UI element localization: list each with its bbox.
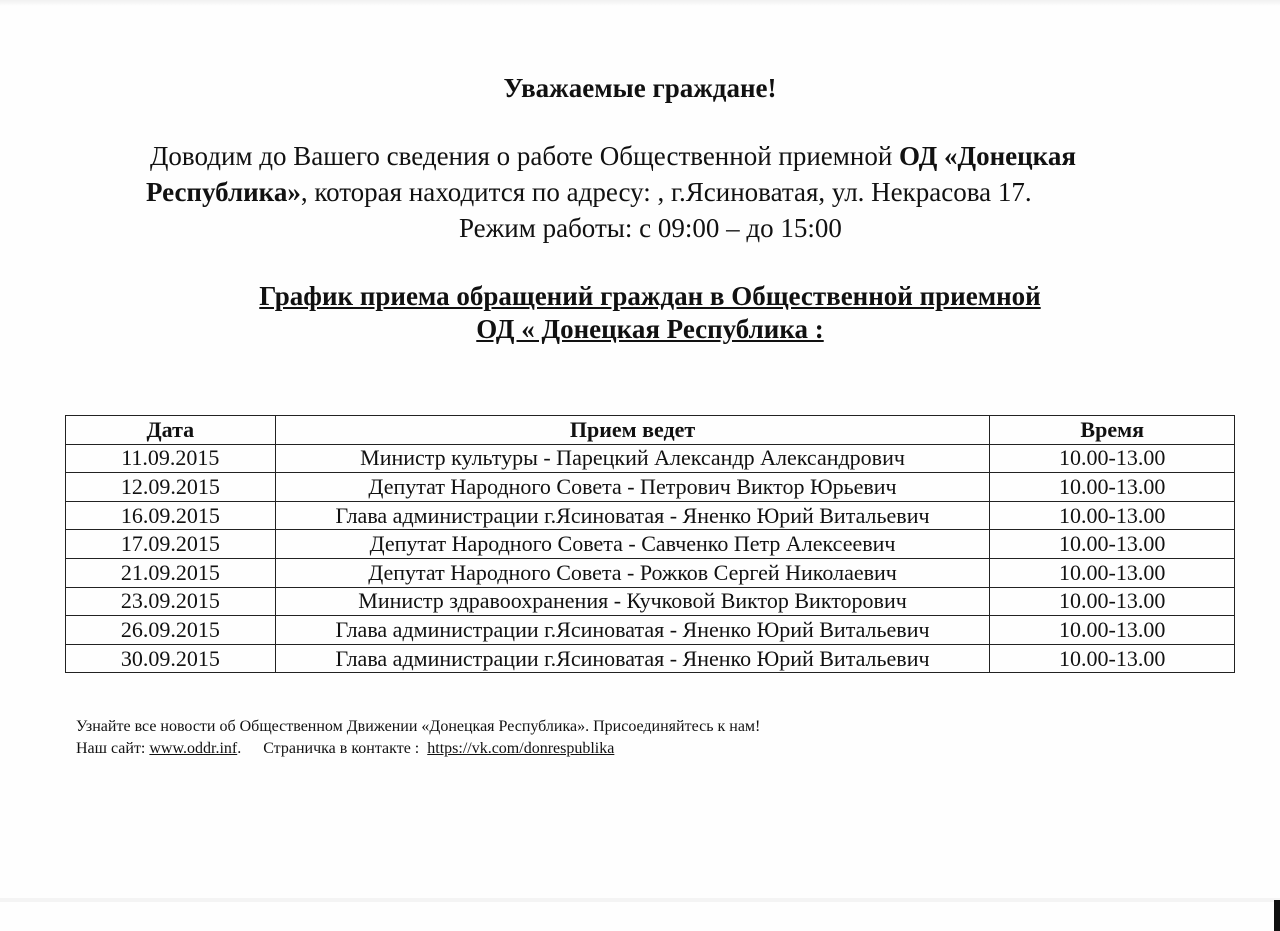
site-label: Наш сайт:	[76, 740, 150, 757]
intro-line-1-bold: ОД «Донецкая	[899, 141, 1076, 171]
schedule-table	[65, 415, 1235, 673]
schedule-title-line-1: График приема обращений граждан в Общественной приемной	[259, 281, 1041, 311]
cell-date: 11.09.2015	[66, 444, 276, 473]
cell-host: Министр здравоохранения - Кучковой Виктор Викторович	[275, 587, 990, 616]
cell-time: 10.00-13.00	[990, 644, 1235, 673]
table-header-row	[66, 416, 1235, 445]
table-row	[66, 616, 1235, 645]
site-link[interactable]: www.oddr.inf	[149, 740, 238, 757]
footer-info	[76, 716, 760, 760]
table-row	[66, 644, 1235, 673]
vk-link[interactable]: https://vk.com/donrespublika	[427, 740, 615, 757]
intro-line-1-text: Доводим до Вашего сведения о работе Общественной приемной	[150, 141, 900, 171]
schedule-title	[0, 280, 1280, 346]
header-host: Прием ведет	[275, 416, 990, 445]
cell-time: 10.00-13.00	[990, 587, 1235, 616]
intro-line-2	[146, 174, 1206, 210]
cell-date: 21.09.2015	[66, 558, 276, 587]
vk-label: Страничка в контакте :	[263, 740, 428, 757]
intro-line-1	[146, 138, 1206, 174]
table-row	[66, 444, 1235, 473]
scan-mark	[1274, 900, 1280, 931]
intro-paragraph	[146, 138, 1206, 246]
schedule-title-line-2: ОД « Донецкая Республика :	[476, 314, 824, 344]
table-row	[66, 473, 1235, 502]
cell-host: Депутат Народного Совета - Рожков Сергей Николаевич	[275, 558, 990, 587]
intro-line-2-bold: Республика»	[146, 177, 301, 207]
cell-host: Депутат Народного Совета - Петрович Виктор Юрьевич	[275, 473, 990, 502]
intro-line-2-text: , которая находится по адресу: , г.Ясиноватая, ул. Некрасова 17.	[300, 177, 1032, 207]
cell-time: 10.00-13.00	[990, 473, 1235, 502]
cell-date: 16.09.2015	[66, 501, 276, 530]
table-row	[66, 501, 1235, 530]
working-hours: Режим работы: с 09:00 – до 15:00	[459, 213, 842, 243]
table-row	[66, 587, 1235, 616]
cell-time: 10.00-13.00	[990, 501, 1235, 530]
header-date: Дата	[66, 416, 276, 445]
scan-edge-top	[0, 0, 1280, 6]
scan-edge-bottom	[0, 898, 1280, 902]
cell-host: Депутат Народного Совета - Савченко Петр Алексеевич	[275, 530, 990, 559]
cell-time: 10.00-13.00	[990, 530, 1235, 559]
greeting-heading: Уважаемые граждане!	[503, 73, 777, 103]
header-time: Время	[990, 416, 1235, 445]
cell-time: 10.00-13.00	[990, 444, 1235, 473]
cell-host: Глава администрации г.Ясиноватая - Яненко Юрий Витальевич	[275, 616, 990, 645]
cell-host: Министр культуры - Парецкий Александр Александрович	[275, 444, 990, 473]
cell-time: 10.00-13.00	[990, 558, 1235, 587]
cell-date: 23.09.2015	[66, 587, 276, 616]
cell-host: Глава администрации г.Ясиноватая - Яненко Юрий Витальевич	[275, 644, 990, 673]
cell-date: 26.09.2015	[66, 616, 276, 645]
cell-date: 17.09.2015	[66, 530, 276, 559]
cell-date: 12.09.2015	[66, 473, 276, 502]
table-row	[66, 530, 1235, 559]
table-row	[66, 558, 1235, 587]
site-after: .	[237, 740, 242, 757]
cell-host: Глава администрации г.Ясиноватая - Яненко Юрий Витальевич	[275, 501, 990, 530]
footer-news-line: Узнайте все новости об Общественном Движении «Донецкая Республика». Присоединяйтесь к нам!	[76, 718, 761, 735]
cell-time: 10.00-13.00	[990, 616, 1235, 645]
cell-date: 30.09.2015	[66, 644, 276, 673]
footer-links-line	[76, 738, 760, 760]
